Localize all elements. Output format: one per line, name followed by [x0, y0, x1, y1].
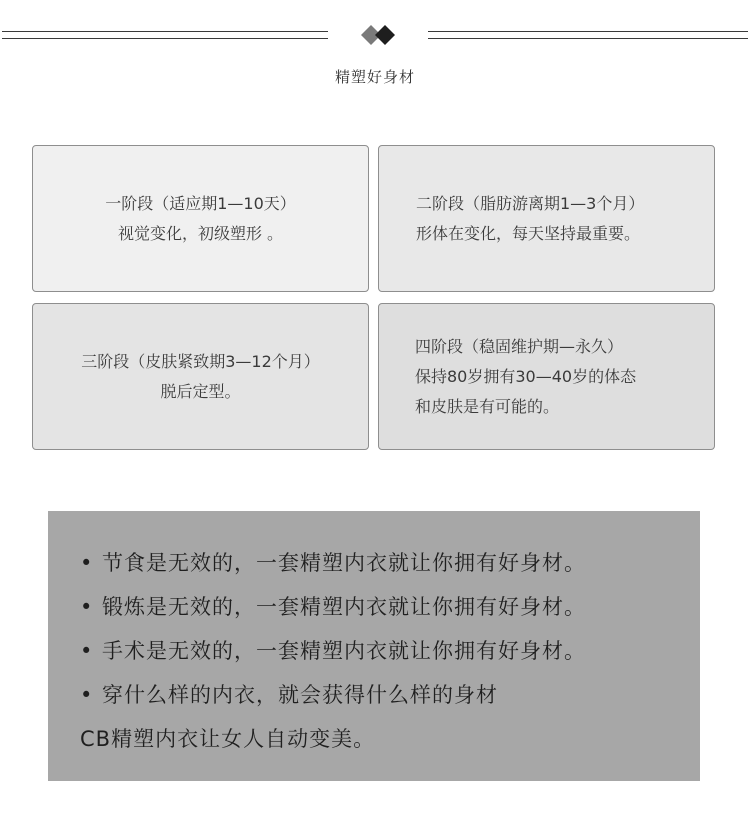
summary-item-text: 锻炼是无效的，一套精塑内衣就让你拥有好身材。	[102, 595, 586, 619]
summary-item-text: 穿什么样的内衣，就会获得什么样的身材	[102, 683, 498, 707]
summary-box	[48, 511, 700, 781]
stage-title: 一阶段（适应期1—10天）	[105, 193, 296, 213]
stage-card-1	[32, 145, 369, 292]
stage-card-4	[378, 303, 715, 450]
summary-item	[80, 673, 700, 717]
summary-item	[80, 541, 700, 585]
stage-title: 四阶段（稳固维护期—永久）	[415, 336, 624, 356]
stage-description: 保持80岁拥有30—40岁的体态	[415, 366, 637, 386]
summary-item-text: 节食是无效的，一套精塑内衣就让你拥有好身材。	[102, 551, 586, 575]
two-overlapping-diamonds-icon	[360, 25, 398, 45]
bullet-icon: •	[80, 683, 94, 707]
stage-description: 形体在变化，每天坚持最重要。	[416, 223, 641, 243]
summary-item-text: 手术是无效的，一套精塑内衣就让你拥有好身材。	[102, 639, 586, 663]
stage-card-3	[32, 303, 369, 450]
summary-closing: CB精塑内衣让女人自动变美。	[80, 727, 376, 751]
right-divider-line-top	[428, 31, 748, 32]
bullet-icon: •	[80, 551, 94, 575]
section-title: 精塑好身材	[334, 68, 415, 86]
stage-description: 视觉变化，初级塑形 。	[117, 223, 284, 243]
left-divider-line-top	[2, 31, 328, 32]
bullet-icon: •	[80, 639, 94, 663]
left-divider-line-bottom	[2, 38, 328, 39]
stage-title: 二阶段（脂肪游离期1—3个月）	[416, 193, 645, 213]
summary-item	[80, 585, 700, 629]
stage-description: 脱后定型。	[160, 381, 241, 401]
summary-item	[80, 629, 700, 673]
stage-title: 三阶段（皮肤紧致期3—12个月）	[81, 351, 320, 371]
stage-description: 和皮肤是有可能的。	[415, 396, 560, 416]
right-divider-line-bottom	[428, 38, 748, 39]
section-header	[0, 0, 750, 110]
bullet-icon: •	[80, 595, 94, 619]
stage-card-2	[378, 145, 715, 292]
